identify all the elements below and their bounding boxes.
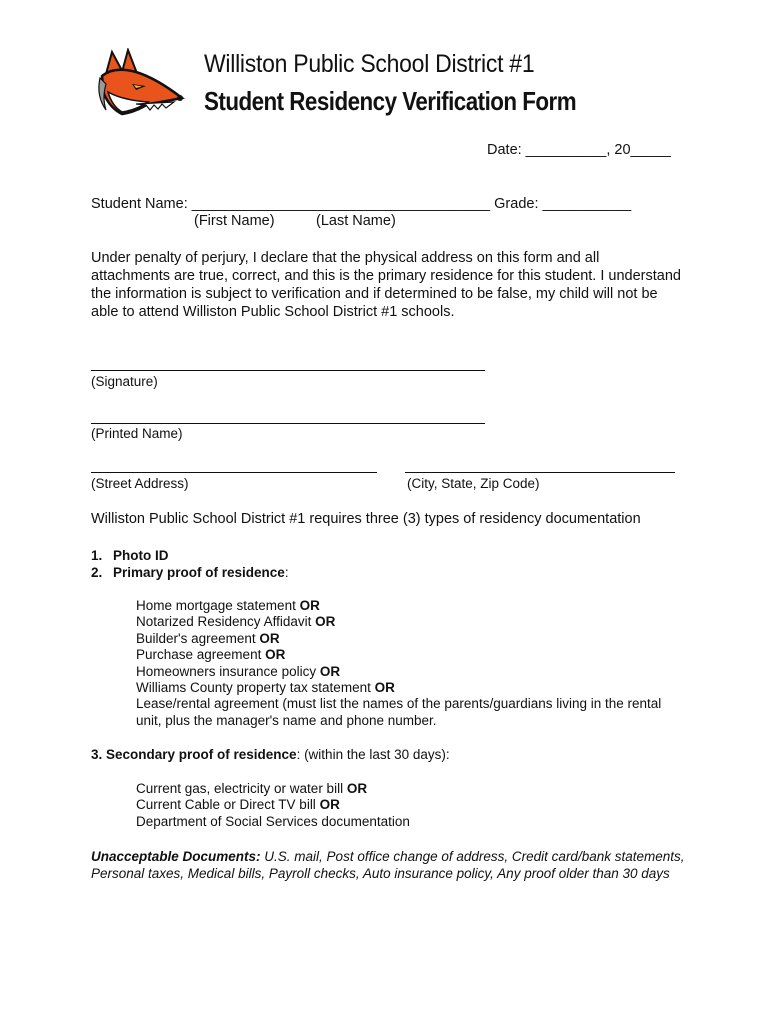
list-item: 1. Photo ID bbox=[91, 548, 169, 563]
declaration-paragraph: Under penalty of perjury, I declare that the physical address on this form and all attachments are true, correct, and this is the primary residence for this student. I understand the information is subject to verification and if determined to be false, my child will not be able to attend Williston Public School District #1 schools. bbox=[91, 250, 681, 320]
requirement-statement: Williston Public School District #1 requires three (3) types of residency documentation bbox=[91, 511, 641, 527]
city-state-zip-caption: (City, State, Zip Code) bbox=[407, 476, 540, 491]
last-name-caption: (Last Name) bbox=[316, 213, 396, 229]
fox-mascot-logo bbox=[92, 48, 188, 120]
date-line: Date: __________, 20_____ bbox=[487, 142, 671, 158]
first-name-caption: (First Name) bbox=[194, 213, 275, 229]
primary-docs-list bbox=[136, 598, 681, 729]
list-item: Current gas, electricity or water bill OR bbox=[136, 781, 368, 796]
list-item: Home mortgage statement OR bbox=[136, 598, 320, 613]
signature-caption: (Signature) bbox=[91, 374, 158, 389]
list-item: Williams County property tax statement OR bbox=[136, 680, 395, 696]
list-item: Lease/rental agreement (must list the names of the parents/guardians living in the rental unit, plus the manager's name and phone number. bbox=[136, 696, 662, 728]
list-item: Notarized Residency Affidavit OR bbox=[136, 614, 336, 630]
student-name-grade-line: Student Name: _____________________________________ Grade: ___________ bbox=[91, 196, 632, 212]
city-state-zip-line[interactable] bbox=[405, 472, 675, 473]
list-item: Purchase agreement OR bbox=[136, 647, 286, 663]
street-address-line[interactable] bbox=[91, 472, 377, 473]
unacceptable-documents: Unacceptable Documents: U.S. mail, Post office change of address, Credit card/bank statements, Personal taxes, Medical bills, Payroll checks, Auto insurance policy, Any proof older than 30 days bbox=[91, 849, 685, 881]
list-item: Department of Social Services documentation bbox=[136, 813, 410, 829]
signature-line[interactable] bbox=[91, 370, 485, 371]
list-item: 2. Primary proof of residence: bbox=[91, 565, 289, 580]
printed-name-line[interactable] bbox=[91, 423, 485, 424]
list-item: Current Cable or Direct TV bill OR bbox=[136, 797, 340, 813]
list-item: Homeowners insurance policy OR bbox=[136, 663, 341, 679]
secondary-proof-heading: 3. Secondary proof of residence: (within the last 30 days): bbox=[91, 747, 450, 762]
list-item: Builder's agreement OR bbox=[136, 630, 280, 646]
form-title: Student Residency Verification Form bbox=[204, 86, 577, 116]
printed-name-caption: (Printed Name) bbox=[91, 426, 183, 441]
street-address-caption: (Street Address) bbox=[91, 476, 189, 491]
numbered-list bbox=[91, 547, 289, 581]
secondary-docs-list bbox=[136, 781, 410, 830]
district-name: Williston Public School District #1 bbox=[204, 50, 535, 78]
